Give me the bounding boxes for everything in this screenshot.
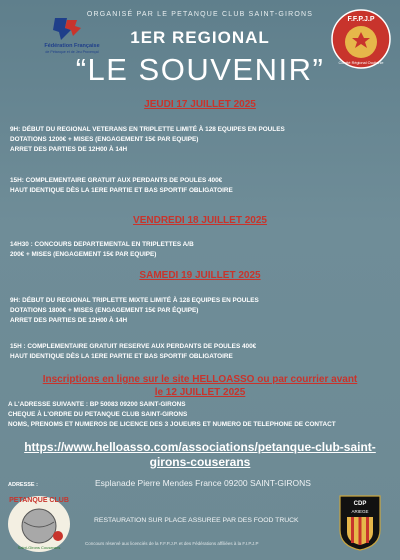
catering-note: RESTAURATION SUR PLACE ASSUREE PAR DES FOOD TRUCK (94, 517, 299, 524)
club-logo-top: PETANQUE CLUB (9, 497, 69, 504)
registration-detail: A L'ADRESSE SUIVANTE : BP 50083 09200 SAINT-GIRONS (8, 401, 186, 408)
day-3-line: ARRET DES PARTIES DE 12H00 À 14H (10, 316, 128, 324)
helloasso-link-line-2[interactable]: girons-couserans (149, 455, 251, 469)
day-2-date: VENDREDI 18 JUILLET 2025 (133, 215, 267, 226)
organizer-line: ORGANISÉ PAR LE PETANQUE CLUB SAINT-GIRONS (86, 11, 314, 18)
ariege-logo-mid: ARIEGE (351, 509, 369, 514)
day-2-line: 200€ + MISES (ENGAGEMENT 15€ PAR EQUIPE) (10, 250, 157, 258)
day-3-line: 15H : COMPLEMENTAIRE GRATUIT RESERVE AUX PERDANTS DE POULES 400€ (10, 343, 257, 350)
day-3-line: HAUT IDENTIQUE DÈS LA 1ERE PARTIE ET BAS SPORTIF OBLIGATOIRE (10, 352, 233, 360)
day-1-date: JEUDI 17 JUILLET 2025 (144, 99, 256, 110)
registration-detail: CHEQUE À L'ORDRE DU PETANQUE CLUB SAINT-GIRONS (8, 410, 188, 418)
day-2-block-1 (10, 240, 392, 260)
registration-headline-2: le 12 JUILLET 2025 (154, 386, 246, 398)
ffpjp-logo-top: F.F.P.J.P (347, 16, 375, 23)
day-1-block-1 (10, 125, 392, 154)
club-logo (6, 488, 72, 554)
day-1-line: DOTATIONS 1200€ + MISES (ENGAGEMENT 15€ PAR EQUIPE) (10, 135, 199, 143)
helloasso-link[interactable] (0, 440, 400, 470)
fed-logo-line1: Fédération Française (44, 43, 100, 49)
event-type: 1ER REGIONAL (130, 28, 270, 47)
ariege-logo-top: CDP (353, 501, 367, 507)
day-1-line: 15H: COMPLEMENTAIRE GRATUIT AUX PERDANTS DE POULES 400€ (10, 177, 223, 184)
address-value: Esplanade Pierre Mendes France 09200 SAINT-GIRONS (95, 478, 311, 488)
registration-details (8, 400, 390, 429)
day-1-line: HAUT IDENTIQUE DÈS LA 1ERE PARTIE ET BAS SPORTIF OBLIGATOIRE (10, 186, 233, 194)
ffpjp-logo-bottom: Comité Régional Occitanie (338, 61, 384, 65)
address-label: ADRESSE : (8, 482, 38, 488)
club-logo-bottom: Saint-Girons Couserans (17, 545, 61, 550)
day-3-line: DOTATIONS 1800€ + MISES (ENGAGEMENT 15€ PAR ÉQUIPE) (10, 306, 199, 314)
footer-note: Concours réservé aux licenciés de la F.F.P.J.P. et des Fédérations affiliées à la F.I.P.J.P (85, 541, 259, 546)
registration-headline-1: Inscriptions en ligne sur le site HELLOASSO ou par courrier avant (42, 374, 358, 385)
registration-detail: NOMS, PRENOMS ET NUMEROS DE LICENCE DES 3 JOUEURS ET NUMERO DE TELEPHONE DE CONTACT (8, 420, 336, 428)
registration-headline (0, 374, 400, 399)
helloasso-link-line-1[interactable]: https://www.helloasso.com/associations/petanque-club-saint- (24, 440, 376, 454)
day-2-line: 14H30 : CONCOURS DEPARTEMENTAL EN TRIPLETTES A/B (10, 241, 194, 248)
day-3-line: 9H: DÉBUT DU REGIONAL TRIPLETTE MIXTE LIMITÉ À 128 EQUIPES EN POULES (10, 297, 259, 304)
day-3-date: SAMEDI 19 JUILLET 2025 (139, 270, 261, 281)
day-1-line: 9H: DÉBUT DU REGIONAL VETERANS EN TRIPLETTE LIMITÉ À 128 EQUIPES EN POULES (10, 126, 285, 133)
day-3-block-1 (10, 296, 392, 325)
event-title: “LE SOUVENIR” (75, 52, 325, 87)
day-1-block-2 (10, 176, 392, 196)
day-1-line: ARRET DES PARTIES DE 12H00 À 14H (10, 145, 128, 153)
day-3-block-2 (10, 342, 392, 362)
ariege-logo (338, 494, 382, 552)
fed-logo-line2: de Pétanque et de Jeu Provençal (45, 50, 99, 54)
